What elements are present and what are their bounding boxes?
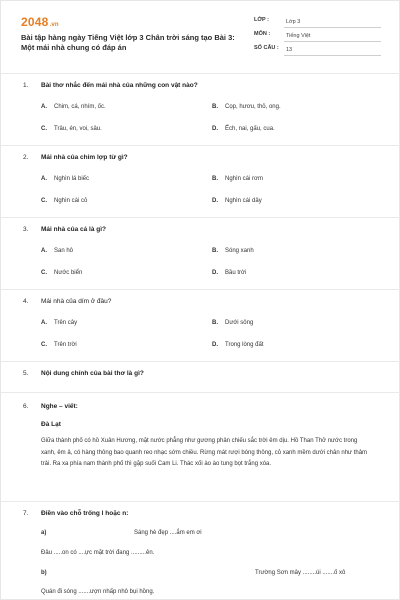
- option-c[interactable]: [41, 198, 87, 204]
- logo-suffix: .vn: [49, 22, 59, 28]
- divider: [1, 73, 400, 74]
- part-a-key: a): [41, 530, 47, 536]
- passage-paragraph: Giữa thành phố có hồ Xuân Hương, mặt nước phẳng như gương phản chiếu sắc trời êm dịu. Hồ Than Thở nước trong xanh, êm ả, có hàng thông bao quanh reo nhạc sớm chiều. Rừng mát rượi bóng thông, cỏ xanh mềm dưới chân như thảm trải. Ra xa phía nam thành phố thì gặp suối Cam Li. Thác xối ào ào tung bọt trắng xóa.: [41, 438, 368, 467]
- option-text: Trên cây: [54, 320, 78, 326]
- option-text: Bầu trời: [225, 270, 247, 276]
- question-number: 1.: [23, 82, 29, 89]
- part-b-line1: Trường Sơn mây ........úi .......ố xô: [255, 570, 346, 576]
- option-key: A.: [41, 104, 47, 110]
- divider: [1, 392, 400, 393]
- option-text: Ếch, nai, gấu, cua.: [225, 126, 275, 132]
- divider: [1, 145, 400, 146]
- option-text: Sóng xanh: [225, 248, 254, 254]
- option-c[interactable]: [41, 342, 77, 348]
- option-text: Nghìn lá biếc: [54, 176, 90, 182]
- option-text: Cọp, hươu, thỏ, ong.: [225, 104, 281, 110]
- question-text: Nội dung chính của bài thơ là gì?: [41, 370, 144, 377]
- option-key: D.: [212, 198, 218, 204]
- meta-value: Tiếng Việt: [284, 29, 381, 42]
- divider: [1, 361, 400, 362]
- divider: [1, 289, 400, 290]
- passage-heading: Đà Lạt: [41, 421, 61, 428]
- option-key: B.: [212, 176, 218, 182]
- option-b[interactable]: [212, 320, 253, 326]
- option-text: Nghìn cái rơm: [225, 176, 263, 182]
- option-text: Nghìn cái cỏ: [54, 198, 88, 204]
- meta-row-count: [254, 43, 381, 57]
- option-key: A.: [41, 320, 47, 326]
- option-d[interactable]: [212, 270, 246, 276]
- meta-label: LỚP :: [254, 17, 269, 23]
- option-c[interactable]: [41, 126, 102, 132]
- divider: [1, 501, 400, 502]
- option-key: C.: [41, 270, 47, 276]
- option-d[interactable]: [212, 198, 262, 204]
- option-key: D.: [212, 270, 218, 276]
- option-key: B.: [212, 320, 218, 326]
- document-title: Bài tập hàng ngày Tiếng Việt lớp 3 Chân trời sáng tạo Bài 3: Một mái nhà chung có đáp án: [21, 33, 235, 52]
- part-b-line2: Quán đi sóng .......ượn nhấp nhô bụi hồng.: [41, 589, 155, 595]
- question-text: Điền vào chỗ trống l hoặc n:: [41, 510, 129, 517]
- part-b-key: b): [41, 570, 47, 576]
- option-b[interactable]: [212, 248, 254, 254]
- option-text: San hô: [54, 248, 74, 254]
- option-text: Trên trời: [54, 342, 77, 348]
- option-c[interactable]: [41, 270, 82, 276]
- option-text: Nước biển: [54, 270, 83, 276]
- option-d[interactable]: [212, 342, 263, 348]
- option-key: B.: [212, 104, 218, 110]
- meta-value: Lớp 3: [284, 15, 381, 28]
- option-key: C.: [41, 342, 47, 348]
- question-number: 5.: [23, 370, 29, 377]
- option-key: A.: [41, 248, 47, 254]
- option-b[interactable]: [212, 104, 281, 110]
- part-a-line1: Sáng hè đẹp ....ắm em ơi: [134, 530, 202, 536]
- meta-info: [254, 15, 381, 57]
- option-a[interactable]: [41, 248, 73, 254]
- question-number: 2.: [23, 154, 29, 161]
- meta-row-grade: [254, 15, 381, 29]
- option-d[interactable]: [212, 126, 275, 132]
- question-number: 3.: [23, 226, 29, 233]
- option-b[interactable]: [212, 176, 263, 182]
- question-text: Bài thơ nhắc đến mái nhà của những con vật nào?: [41, 82, 198, 89]
- option-text: Trong lòng đất: [225, 342, 264, 348]
- meta-label: SỐ CÂU :: [254, 45, 279, 51]
- option-a[interactable]: [41, 104, 106, 110]
- logo-main: 2048: [21, 15, 49, 29]
- option-key: B.: [212, 248, 218, 254]
- option-text: Nghìn cái dây: [225, 198, 262, 204]
- question-text: Mái nhà của dím ở đâu?: [41, 298, 112, 305]
- question-text: Nghe – viết:: [41, 403, 78, 410]
- option-text: Dưới sông: [225, 320, 254, 326]
- question-number: 6.: [23, 403, 29, 410]
- option-key: D.: [212, 342, 218, 348]
- site-logo[interactable]: [21, 15, 59, 29]
- option-text: Trâu, én, voi, sâu.: [54, 126, 102, 132]
- meta-value: 13: [284, 43, 381, 56]
- question-text: Mái nhà của cá là gì?: [41, 226, 107, 233]
- option-key: C.: [41, 126, 47, 132]
- question-number: 7.: [23, 510, 29, 517]
- option-a[interactable]: [41, 320, 77, 326]
- option-text: Chim, cá, nhím, ốc.: [54, 104, 106, 110]
- question-text: Mái nhà của chim lợp từ gì?: [41, 154, 128, 161]
- worksheet-header: [21, 15, 381, 67]
- option-key: A.: [41, 176, 47, 182]
- option-key: C.: [41, 198, 47, 204]
- meta-row-subject: [254, 29, 381, 43]
- option-key: D.: [212, 126, 218, 132]
- option-a[interactable]: [41, 176, 89, 182]
- divider: [1, 217, 400, 218]
- meta-label: MÔN :: [254, 31, 271, 37]
- part-a-line2: Đâu .....on có ....ực mặt trời đang .........ên.: [41, 550, 155, 556]
- question-number: 4.: [23, 298, 29, 305]
